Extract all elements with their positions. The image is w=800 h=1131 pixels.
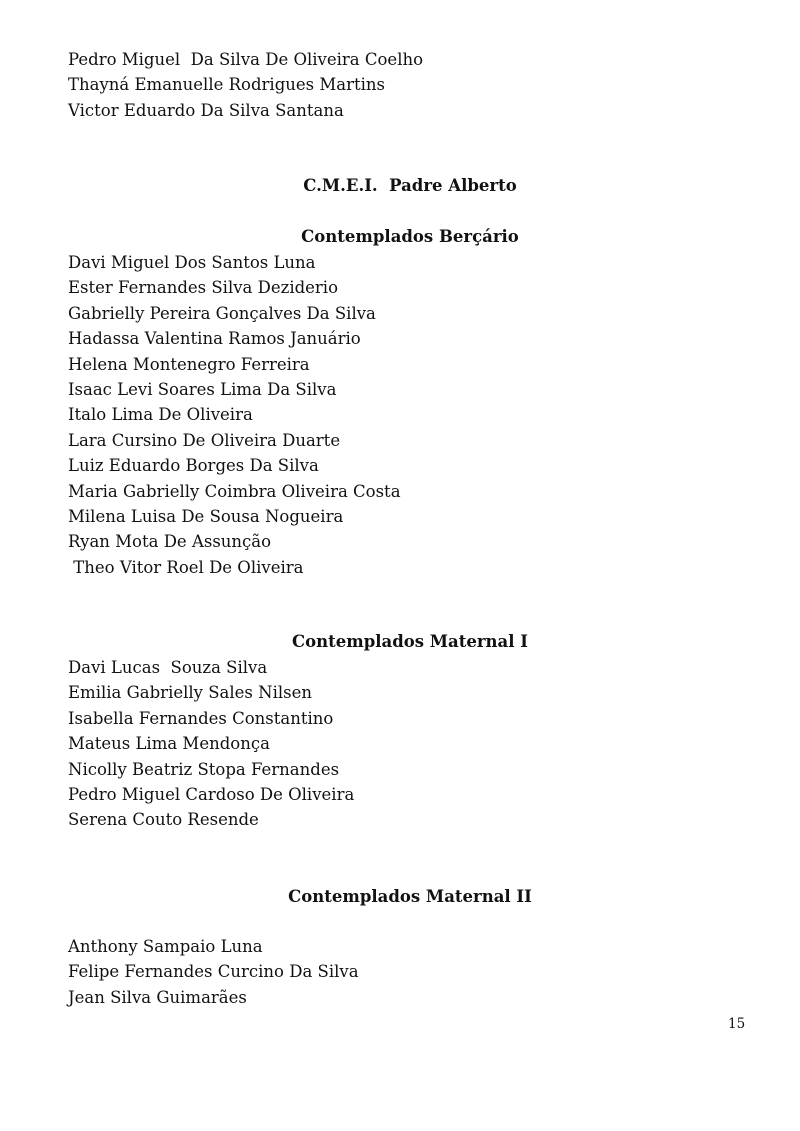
list-item: Mateus Lima Mendonça [68, 734, 270, 754]
list-item: Pedro Miguel Cardoso De Oliveira [68, 784, 355, 804]
list-item: Jean Silva Guimarães [68, 987, 247, 1007]
section-heading-maternal-1: Contemplados Maternal I [292, 632, 528, 651]
maternal-1-name-list [68, 655, 354, 833]
section-heading-maternal-2: Contemplados Maternal II [288, 887, 532, 906]
section-heading-bercario: Contemplados Berçário [301, 227, 519, 246]
list-item: Nicolly Beatriz Stopa Fernandes [68, 759, 340, 779]
list-item: Emilia Gabrielly Sales Nilsen [68, 683, 312, 703]
list-item: Isaac Levi Soares Lima Da Silva [68, 379, 337, 399]
list-item: Anthony Sampaio Luna [68, 937, 263, 956]
list-item: Ester Fernandes Silva Deziderio [68, 278, 339, 298]
list-item: Pedro Miguel Da Silva De Oliveira Coelho [68, 50, 424, 69]
list-item: Lara Cursino De Oliveira Duarte [68, 430, 341, 450]
list-item: Felipe Fernandes Curcino Da Silva [68, 962, 359, 982]
list-item: Gabrielly Pereira Gonçalves Da Silva [68, 303, 376, 323]
page-number: 15 [728, 1016, 746, 1032]
list-item: Davi Lucas Souza Silva [68, 658, 268, 677]
list-item: Victor Eduardo Da Silva Santana [68, 100, 344, 120]
list-item: Davi Miguel Dos Santos Luna [68, 253, 316, 272]
continued-name-list [68, 47, 423, 123]
list-item: Ryan Mota De Assunção [68, 532, 272, 552]
list-item: Thayná Emanuelle Rodrigues Martins [68, 75, 385, 95]
school-title: C.M.E.I. Padre Alberto [303, 176, 517, 195]
list-item: Hadassa Valentina Ramos Januário [68, 329, 361, 349]
list-item: Helena Montenegro Ferreira [68, 354, 310, 374]
list-item: Theo Vitor Roel De Oliveira [68, 557, 304, 577]
list-item: Luiz Eduardo Borges Da Silva [68, 456, 319, 476]
list-item: Serena Couto Resende [68, 810, 259, 830]
list-item: Isabella Fernandes Constantino [68, 708, 334, 728]
maternal-2-name-list [68, 934, 359, 1010]
list-item: Italo Lima De Oliveira [68, 405, 253, 425]
list-item: Milena Luisa De Sousa Nogueira [68, 506, 344, 526]
bercario-name-list [68, 250, 401, 580]
list-item: Maria Gabrielly Coimbra Oliveira Costa [68, 481, 401, 501]
